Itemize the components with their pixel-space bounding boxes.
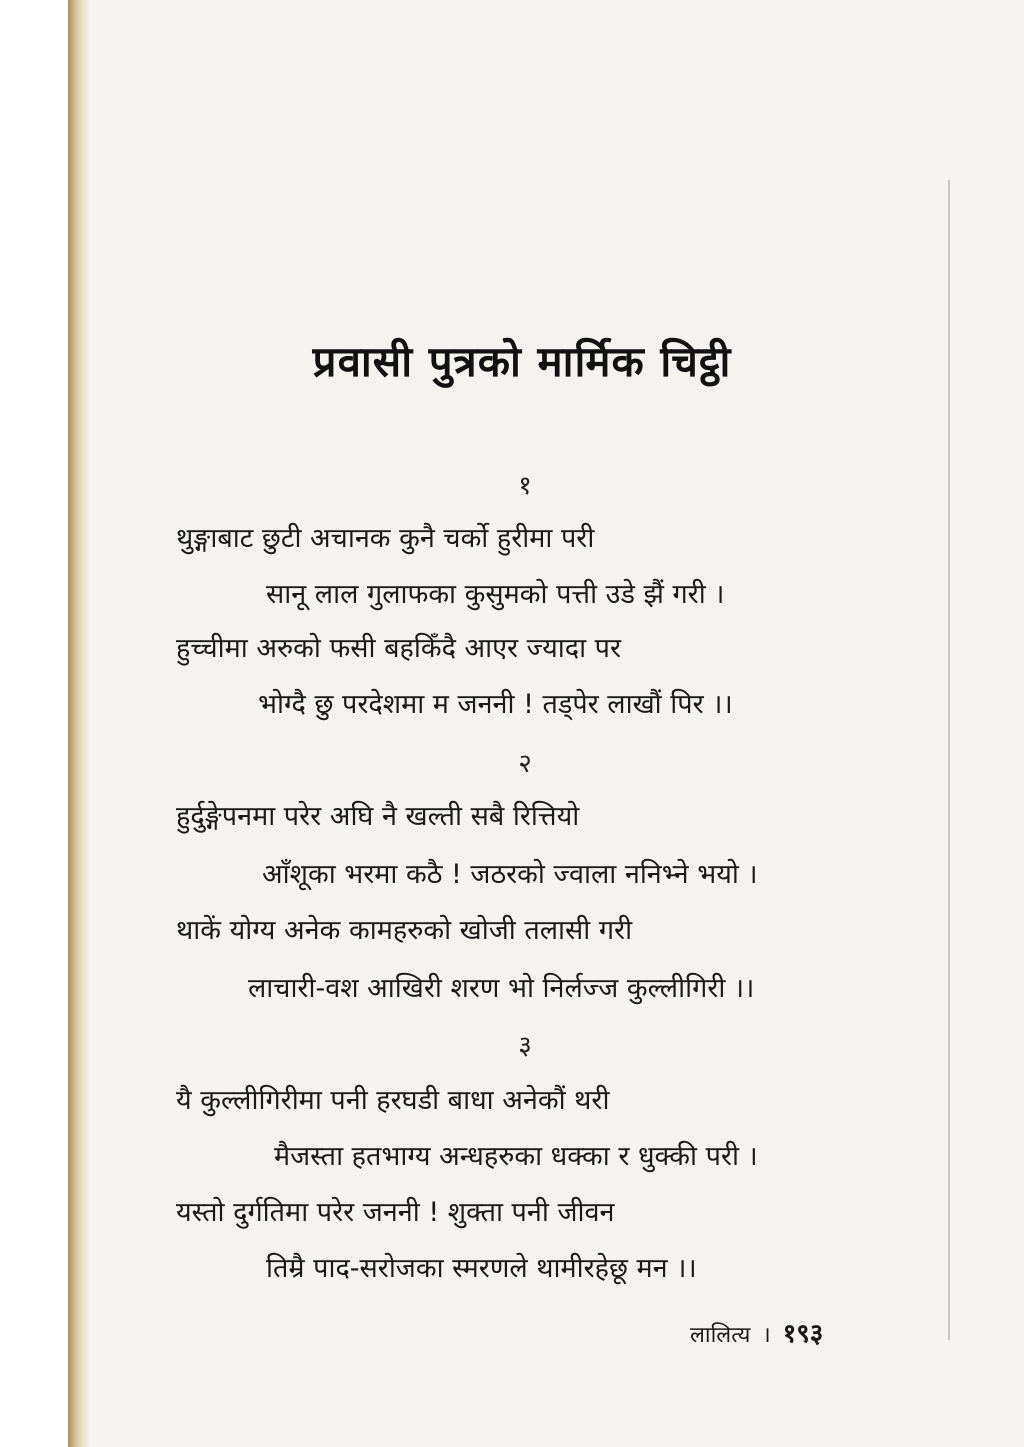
page-margin: [0, 0, 68, 1447]
stanza-number-1: १: [518, 471, 532, 501]
stanza-number-3: ३: [518, 1031, 532, 1061]
verse-line: तिम्रै पाद-सरोजका स्मरणले थामीरहेछू मन ।।: [266, 1253, 697, 1284]
verse-line: सानू लाल गुलाफका कुसुमको पत्ती उडे झैं गरी ।: [266, 579, 725, 610]
book-binding-edge: [68, 0, 90, 1447]
verse-line: थुङ्गाबाट छुटी अचानक कुनै चर्को हुरीमा परी: [176, 523, 595, 554]
verse-line: लाचारी-वश आखिरी शरण भो निर्लज्ज कुल्लीगिरी ।।: [248, 973, 755, 1004]
verse-line: यै कुल्लीगिरीमा पनी हरघडी बाधा अनेकौं थरी: [176, 1085, 610, 1116]
verse-line: थाकें योग्य अनेक कामहरुको खोजी तलासी गरी: [176, 915, 633, 946]
page-number: १९३: [782, 1319, 824, 1349]
page-footer: [690, 1314, 823, 1350]
verse-line: आँशूका भरमा कठै ! जठरको ज्वाला ननिभ्ने भयो ।: [262, 859, 758, 890]
verse-line: मैजस्ता हतभाग्य अन्धहरुका धक्का र धुक्की परी ।: [274, 1141, 758, 1172]
verse-line: यस्तो दुर्गतिमा परेर जननी ! शुक्ता पनी जीवन: [176, 1197, 615, 1228]
verse-line: हुच्चीमा अरुको फसी बहकिँदै आएर ज्यादा पर: [176, 633, 622, 664]
book-title: लालित्य: [690, 1323, 751, 1348]
footer-separator: ।: [762, 1323, 771, 1348]
verse-line: भोग्दै छु परदेशमा म जननी ! तड्पेर लाखौं पिर ।।: [258, 689, 733, 720]
stanza-number-2: २: [518, 749, 532, 779]
verse-line: हुर्दुङ्गेपनमा परेर अघि नै खल्ती सबै रित्तियो: [176, 801, 580, 832]
poem-title: प्रवासी पुत्रको मार्मिक चिट्ठी: [312, 337, 732, 386]
